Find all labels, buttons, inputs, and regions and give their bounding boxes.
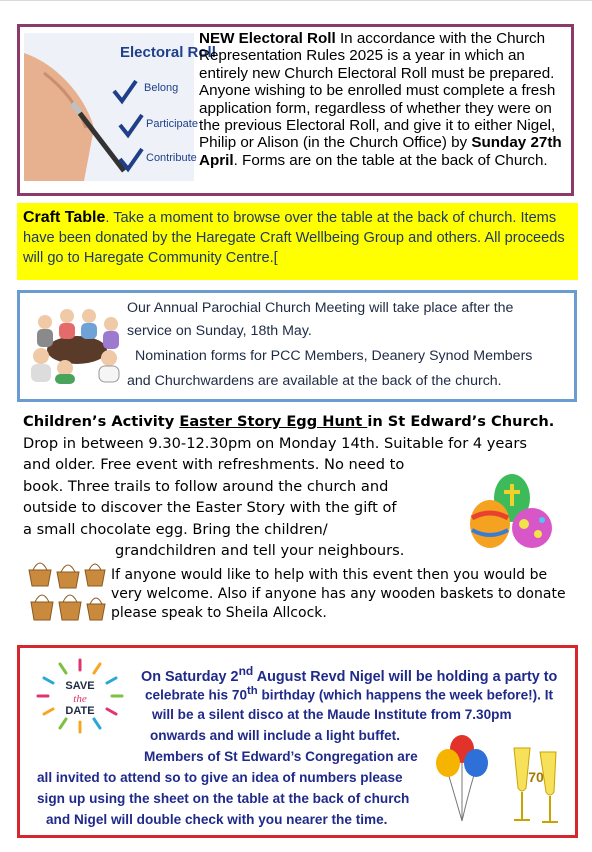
electoral-roll-heading: NEW Electoral Roll <box>199 30 336 47</box>
electoral-item-contribute: Contribute <box>146 152 197 164</box>
electoral-roll-image-title: Electoral Roll <box>120 44 216 61</box>
apcm-line-3: Nomination forms for PCC Members, Deanery Synod Members <box>135 348 533 364</box>
kids-line-6: grandchildren and tell your neighbours. <box>115 542 405 559</box>
party-line-6: all invited to attend so to give an idea of numbers please <box>37 770 403 785</box>
glass-number: 70 <box>528 769 544 785</box>
party-line-3: will be a silent disco at the Maude Institute from 7.30pm <box>152 707 512 722</box>
party-line-1 <box>141 664 557 685</box>
apcm-line-4: and Churchwardens are available at the back of the church. <box>127 373 502 389</box>
electoral-roll-deadline: Sunday 27th April <box>199 134 562 169</box>
childrens-activity-title-start: Children’s Activity <box>23 413 180 430</box>
help-line-3: please speak to Sheila Allcock. <box>111 605 327 621</box>
apcm-line-1: Our Annual Parochial Church Meeting will take place after the <box>127 300 514 316</box>
meeting-people-image <box>27 304 127 384</box>
save-the-date-badge <box>30 656 130 736</box>
kids-line-3: book. Three trails to follow around the church and <box>23 477 389 495</box>
top-rule <box>0 0 592 5</box>
party-line-1-end: August Revd Nigel will be holding a party to <box>253 668 558 685</box>
balloons-image <box>434 733 494 823</box>
baskets-image <box>27 556 107 626</box>
electoral-roll-body-end: . Forms are on the table at the back of Church. <box>233 151 548 169</box>
helpers-text <box>111 566 581 623</box>
childrens-activity-title-end: in St Edward’s Church <box>367 413 549 430</box>
party-line-2 <box>145 685 553 703</box>
electoral-item-participate: Participate <box>146 118 198 130</box>
party-line-2-end: birthday (which happens the week before!). It <box>257 687 554 703</box>
electoral-roll-text <box>199 30 571 169</box>
party-line-2-sup: th <box>247 685 258 697</box>
kids-line-5: a small chocolate egg. Bring the children/ <box>23 520 328 538</box>
craft-table-text <box>23 208 573 268</box>
help-line-1: If anyone would like to help with this event then you would be <box>111 567 548 583</box>
craft-table-heading: Craft Table <box>23 209 106 226</box>
champagne-glasses-image <box>508 738 563 828</box>
badge-save: SAVE <box>65 680 95 692</box>
electoral-roll-image <box>24 33 216 181</box>
kids-line-4: outside to discover the Easter Story with the gift of <box>23 499 397 516</box>
party-line-7: sign up using the sheet on the table at the back of church <box>37 791 410 806</box>
badge-date: DATE <box>65 705 95 717</box>
party-line-1-start: On Saturday 2 <box>141 668 239 685</box>
party-line-1-sup: nd <box>238 664 254 678</box>
kids-line-1: Drop in between 9.30-12.30pm on Monday 14th. Suitable for 4 years <box>23 434 527 452</box>
party-line-4: onwards and will include a light buffet. <box>150 728 400 743</box>
help-line-2: very welcome. Also if anyone has any wooden baskets to donate <box>111 586 566 602</box>
electoral-roll-body: In accordance with the Church Representation Rules 2025 is a year in which an entirely new Church Electoral Roll must be prepared. Anyone wishing to be enrolled must complete a fresh application form, regardless of whether they were on the previous Electoral Roll, and give it to either Nigel, Philip or Alison (in the Church Office) by <box>199 30 556 152</box>
electoral-item-belong: Belong <box>144 82 179 94</box>
party-line-2-start: celebrate his 70 <box>145 687 248 703</box>
easter-eggs-image <box>462 468 560 550</box>
party-line-5: Members of St Edward’s Congregation are <box>144 749 418 764</box>
egg-hunt-title: Easter Story Egg Hunt <box>179 413 368 430</box>
apcm-line-2: service on Sunday, 18th May. <box>127 323 312 339</box>
party-line-8: and Nigel will double check with you nearer the time. <box>46 812 388 827</box>
kids-line-2: and older. Free event with refreshments. No need to <box>23 456 405 473</box>
craft-table-body: . Take a moment to browse over the table at the back of church. Items have been donated by the Haregate Craft Wellbeing Group and others. All proceeds will go to Haregate Community Centre.[ <box>23 210 565 266</box>
badge-the: the <box>73 693 87 705</box>
childrens-activity-title: Children’s Activity Easter Story Egg Hunt in St Edward’s Church. <box>23 413 555 430</box>
